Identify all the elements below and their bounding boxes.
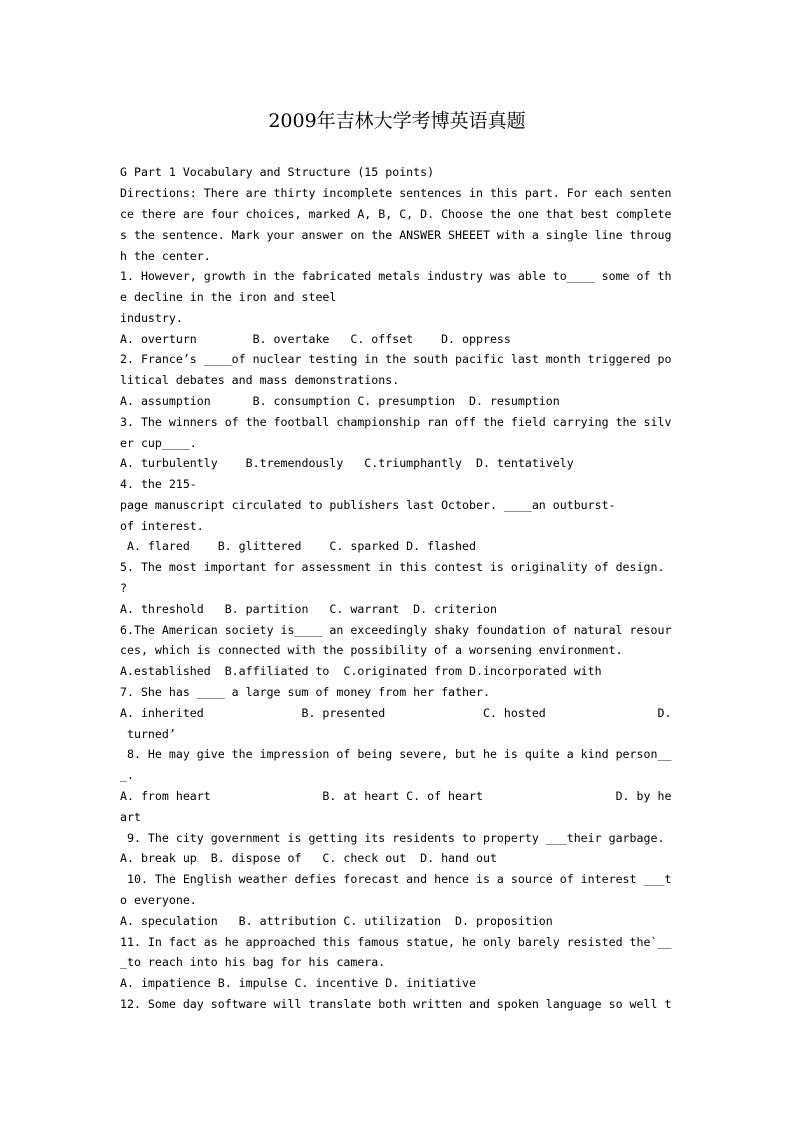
- directions-line: h the center.: [120, 249, 211, 263]
- question-line: _to reach into his bag for his camera.: [120, 955, 386, 969]
- question-line: 6.The American society is____ an exceedingly shaky foundation of natural resour: [120, 623, 672, 637]
- question-line: 1. However, growth in the fabricated metals industry was able to____ some of th: [120, 269, 672, 283]
- question-line: 11. In fact as he approached this famous statue, he only barely resisted the`__: [120, 935, 672, 949]
- question-line: 4. the 215-: [120, 477, 197, 491]
- options-line: A. speculation B. attribution C. utilization D. proposition: [120, 914, 553, 928]
- directions-line: ce there are four choices, marked A, B, C, D. Choose the one that best complete: [120, 207, 672, 221]
- section-heading: G Part 1 Vocabulary and Structure (15 points): [120, 165, 435, 179]
- question-line: 12. Some day software will translate both written and spoken language so well t: [120, 997, 672, 1011]
- options-line: A. inherited B. presented C. hosted D.: [120, 706, 672, 720]
- options-line: A. threshold B. partition C. warrant D. criterion: [120, 602, 497, 616]
- question-line: ces, which is connected with the possibility of a worsening environment.: [120, 643, 623, 657]
- options-line: A. from heart B. at heart C. of heart D. by he: [120, 789, 672, 803]
- question-line: 2. France’s ____of nuclear testing in the south pacific last month triggered po: [120, 352, 672, 366]
- question-line: ?: [120, 581, 127, 595]
- options-line: turned’: [120, 727, 176, 741]
- directions-line: Directions: There are thirty incomplete sentences in this part. For each senten: [120, 186, 672, 200]
- question-line: er cup____.: [120, 436, 197, 450]
- question-line: e decline in the iron and steel: [120, 290, 337, 304]
- question-line: 8. He may give the impression of being severe, but he is quite a kind person__: [120, 747, 672, 761]
- question-line: of interest.: [120, 519, 204, 533]
- question-line: industry.: [120, 311, 183, 325]
- page-title: 2009年吉林大学考博英语真题: [268, 110, 526, 132]
- directions-line: s the sentence. Mark your answer on the ANSWER SHEEET with a single line throug: [120, 228, 672, 242]
- options-line: A. impatience B. impulse C. incentive D. initiative: [120, 976, 476, 990]
- options-line: A. break up B. dispose of C. check out D. hand out: [120, 851, 497, 865]
- question-line: 10. The English weather defies forecast and hence is a source of interest ___t: [120, 872, 672, 886]
- question-line: _.: [120, 768, 134, 782]
- question-line: 7. She has ____ a large sum of money from her father.: [120, 685, 490, 699]
- options-line: art: [120, 810, 141, 824]
- question-line: 9. The city government is getting its residents to property ___their garbage.: [120, 831, 665, 845]
- question-line: o everyone.: [120, 893, 197, 907]
- options-line: A. turbulently B.tremendously C.triumphantly D. tentatively: [120, 456, 574, 470]
- options-line: A. assumption B. consumption C. presumption D. resumption: [120, 394, 560, 408]
- question-line: 5. The most important for assessment in this contest is originality of design.: [120, 560, 665, 574]
- options-line: A. flared B. glittered C. sparked D. flashed: [120, 539, 476, 553]
- question-line: litical debates and mass demonstrations.: [120, 373, 400, 387]
- options-line: A.established B.affiliated to C.originated from D.incorporated with: [120, 664, 602, 678]
- question-line: 3. The winners of the football championship ran off the field carrying the silv: [120, 415, 672, 429]
- question-line: page manuscript circulated to publishers last October. ____an outburst-: [120, 498, 616, 512]
- options-line: A. overturn B. overtake C. offset D. oppress: [120, 332, 511, 346]
